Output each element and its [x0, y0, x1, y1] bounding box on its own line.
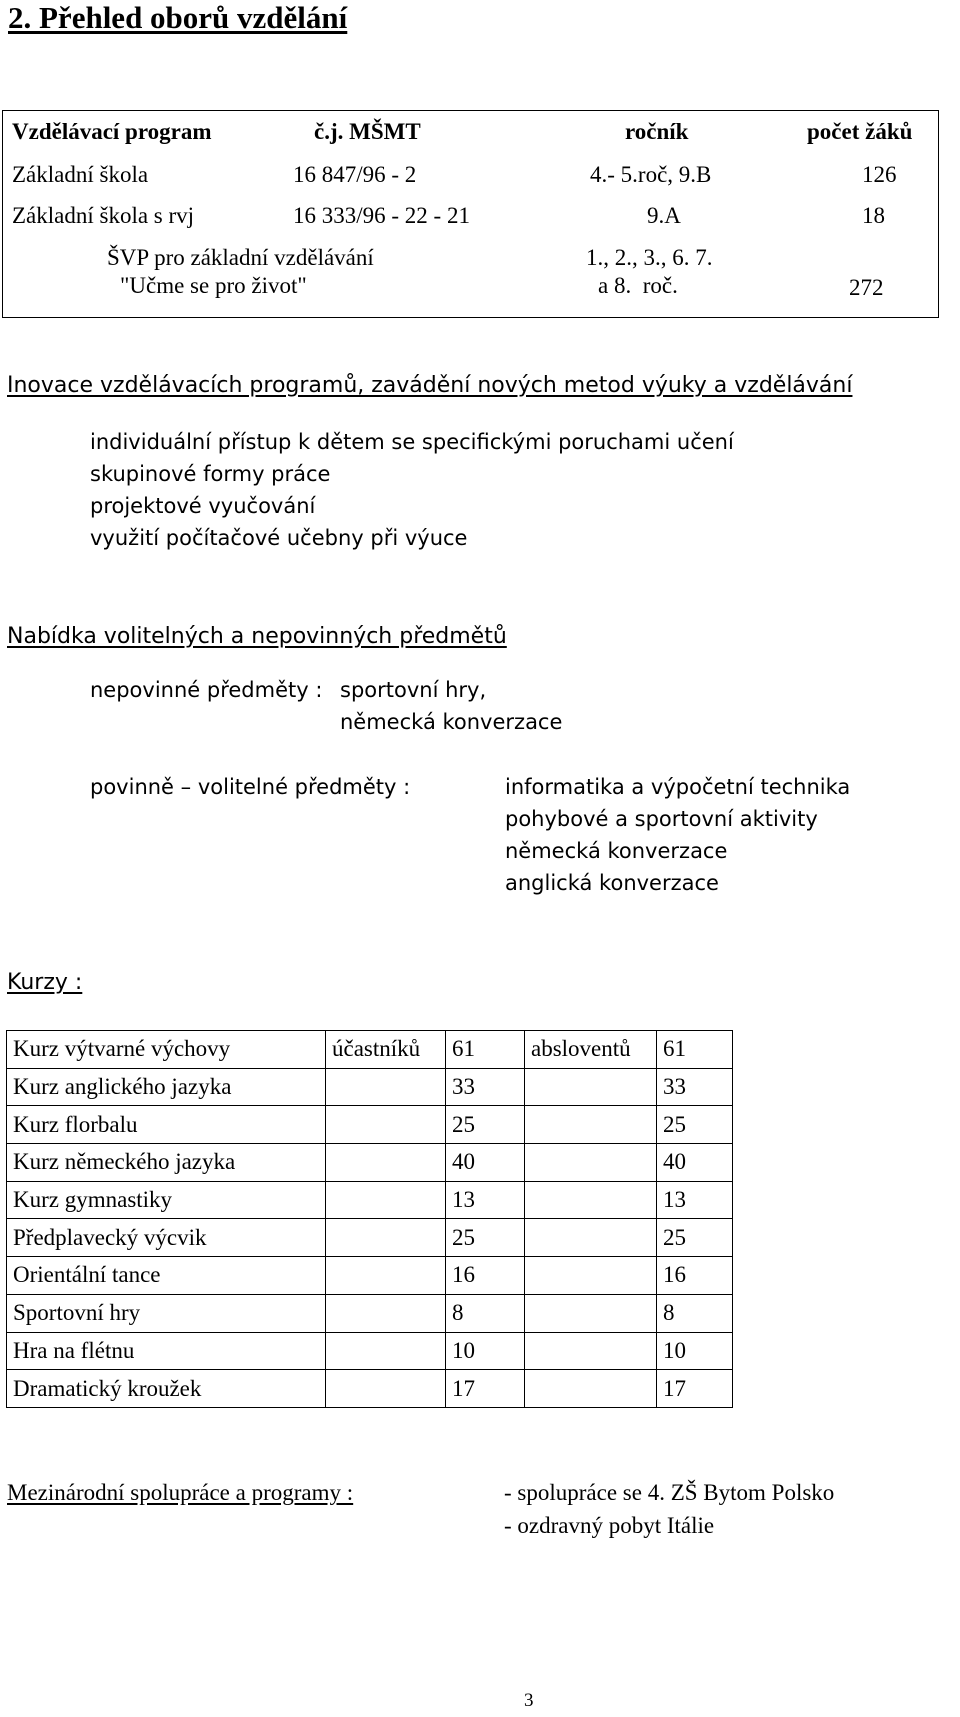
- course-name: Kurz výtvarné výchovy: [7, 1031, 326, 1069]
- program-row-2-ref: 16 333/96 - 22 - 21: [293, 203, 470, 228]
- program-header-count: počet žáků: [807, 119, 913, 144]
- participants-count: 10: [446, 1332, 525, 1370]
- table-row: [7, 1144, 733, 1182]
- graduates-count: 16: [657, 1257, 733, 1295]
- program-header-program: Vzdělávací program: [12, 119, 212, 144]
- courses-table: [6, 1030, 733, 1408]
- graduates-count: 17: [657, 1370, 733, 1408]
- participants-count: 25: [446, 1106, 525, 1144]
- program-header-ref: č.j. MŠMT: [314, 119, 421, 144]
- optional-subject-item: německá konverzace: [340, 710, 563, 734]
- participants-label: [326, 1332, 446, 1370]
- elective-subject-item: německá konverzace: [505, 839, 728, 863]
- optional-subject-item: sportovní hry,: [340, 678, 487, 702]
- elective-subjects-label: povinně – volitelné předměty :: [90, 775, 411, 799]
- program-row-2-program: Základní škola s rvj: [12, 203, 195, 228]
- graduates-label: [525, 1332, 657, 1370]
- course-name: Kurz gymnastiky: [7, 1181, 326, 1219]
- course-name: Předplavecký výcvik: [7, 1219, 326, 1257]
- participants-label: [326, 1181, 446, 1219]
- course-name: Hra na flétnu: [7, 1332, 326, 1370]
- participants-count: 25: [446, 1219, 525, 1257]
- graduates-count: 40: [657, 1144, 733, 1182]
- graduates-label: [525, 1294, 657, 1332]
- program-row-1-program: Základní škola: [12, 162, 149, 187]
- graduates-label: [525, 1219, 657, 1257]
- graduates-label: [525, 1181, 657, 1219]
- graduates-count: 10: [657, 1332, 733, 1370]
- participants-count: 8: [446, 1294, 525, 1332]
- program-row-3-grade-line1: 1., 2., 3., 6. 7.: [586, 245, 713, 270]
- table-row: [7, 1031, 733, 1069]
- graduates-count: 25: [657, 1219, 733, 1257]
- international-title: Mezinárodní spolupráce a programy :: [7, 1480, 354, 1505]
- participants-count: 40: [446, 1144, 525, 1182]
- elective-subject-item: anglická konverzace: [505, 871, 719, 895]
- graduates-count: 13: [657, 1181, 733, 1219]
- course-name: Kurz německého jazyka: [7, 1144, 326, 1182]
- course-name: Orientální tance: [7, 1257, 326, 1295]
- graduates-label: [525, 1144, 657, 1182]
- international-item: - ozdravný pobyt Itálie: [504, 1513, 715, 1538]
- page-heading: 2. Přehled oborů vzdělání: [8, 0, 348, 35]
- participants-label: účastníků: [326, 1031, 446, 1069]
- graduates-label: [525, 1257, 657, 1295]
- participants-count: 33: [446, 1068, 525, 1106]
- innovation-item: projektové vyučování: [90, 494, 316, 518]
- table-row: [7, 1370, 733, 1408]
- table-row: [7, 1106, 733, 1144]
- table-row: [7, 1219, 733, 1257]
- innovation-item: skupinové formy práce: [90, 462, 331, 486]
- table-row: [7, 1068, 733, 1106]
- program-row-1-ref: 16 847/96 - 2: [293, 162, 417, 187]
- participants-label: [326, 1370, 446, 1408]
- offer-title: Nabídka volitelných a nepovinných předmětů: [7, 624, 507, 649]
- graduates-label: absloventů: [525, 1031, 657, 1069]
- table-row: [7, 1181, 733, 1219]
- participants-label: [326, 1294, 446, 1332]
- graduates-label: [525, 1106, 657, 1144]
- courses-title: Kurzy :: [7, 970, 83, 995]
- program-row-2-grade: 9.A: [647, 203, 681, 228]
- optional-subjects-label: nepovinné předměty :: [90, 678, 323, 702]
- graduates-count: 8: [657, 1294, 733, 1332]
- program-row-3-grade-line2: a 8. roč.: [598, 273, 678, 298]
- innovation-item: individuální přístup k dětem se specifickými poruchami učení: [90, 430, 734, 454]
- graduates-label: [525, 1068, 657, 1106]
- program-row-3-count: 272: [849, 275, 884, 300]
- table-row: [7, 1257, 733, 1295]
- participants-label: [326, 1219, 446, 1257]
- participants-count: 17: [446, 1370, 525, 1408]
- innovation-title: Inovace vzdělávacích programů, zavádění nových metod výuky a vzdělávání: [7, 373, 853, 398]
- graduates-label: [525, 1370, 657, 1408]
- program-row-2-count: 18: [862, 203, 885, 228]
- page-number: 3: [524, 1690, 534, 1711]
- graduates-count: 61: [657, 1031, 733, 1069]
- international-item: - spolupráce se 4. ZŠ Bytom Polsko: [504, 1480, 835, 1505]
- participants-label: [326, 1068, 446, 1106]
- participants-label: [326, 1106, 446, 1144]
- participants-count: 16: [446, 1257, 525, 1295]
- program-row-1-count: 126: [862, 162, 897, 187]
- program-header-grade: ročník: [625, 119, 689, 144]
- program-row-1-grade: 4.- 5.roč, 9.B: [590, 162, 712, 187]
- table-row: [7, 1332, 733, 1370]
- course-name: Sportovní hry: [7, 1294, 326, 1332]
- graduates-count: 33: [657, 1068, 733, 1106]
- elective-subject-item: informatika a výpočetní technika: [505, 775, 851, 799]
- participants-count: 61: [446, 1031, 525, 1069]
- table-row: [7, 1294, 733, 1332]
- program-row-3-program-line1: ŠVP pro základní vzdělávání: [107, 245, 374, 270]
- course-name: Dramatický kroužek: [7, 1370, 326, 1408]
- program-row-3-program-line2: "Učme se pro život": [120, 273, 307, 298]
- graduates-count: 25: [657, 1106, 733, 1144]
- course-name: Kurz anglického jazyka: [7, 1068, 326, 1106]
- elective-subject-item: pohybové a sportovní aktivity: [505, 807, 818, 831]
- participants-count: 13: [446, 1181, 525, 1219]
- course-name: Kurz florbalu: [7, 1106, 326, 1144]
- participants-label: [326, 1257, 446, 1295]
- participants-label: [326, 1144, 446, 1182]
- innovation-item: využití počítačové učebny při výuce: [90, 526, 468, 550]
